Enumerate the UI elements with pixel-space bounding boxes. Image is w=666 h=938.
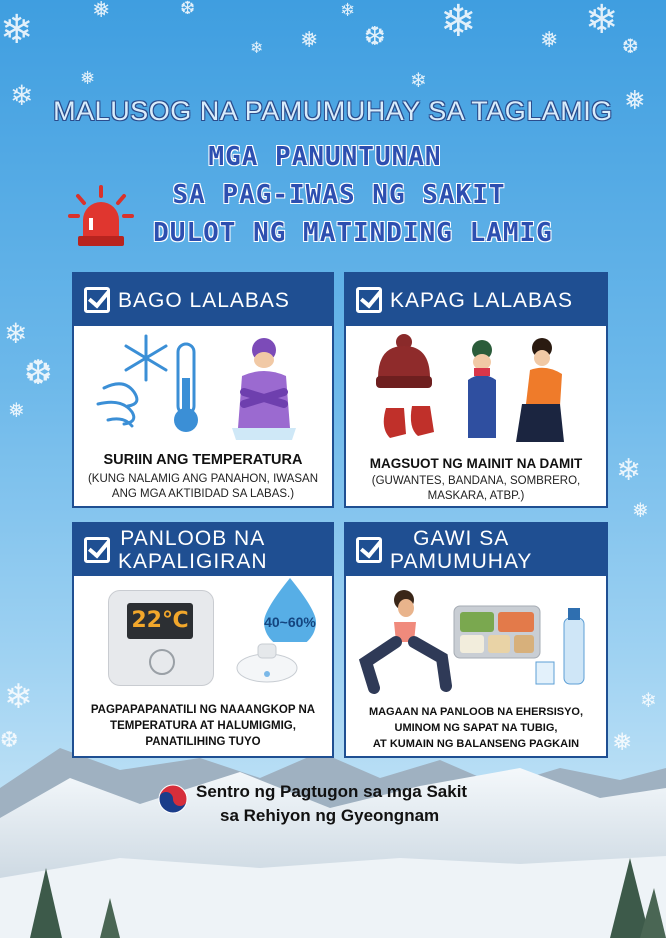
thermostat <box>108 590 214 686</box>
snowflake-icon: ❄ <box>4 677 33 717</box>
snowflake-icon: ❄ <box>250 38 264 57</box>
snowflake-icon: ❄ <box>4 317 28 350</box>
snowflake-icon: ❄ <box>616 453 642 488</box>
snowflake-icon: ❅ <box>612 728 633 756</box>
footer-organization <box>196 780 467 828</box>
snowflake-icon: ❅ <box>92 0 111 23</box>
thermostat-display: 22℃ <box>127 603 193 639</box>
card-header-line-2: PAMUMUHAY <box>390 550 533 573</box>
snowflake-icon: ❅ <box>632 498 649 522</box>
warm-clothing-illustration <box>346 328 606 452</box>
card-header-text: KAPAG LALABAS <box>390 288 574 312</box>
snowflake-icon: ❄ <box>410 68 427 92</box>
thermostat-dial-icon <box>149 649 175 675</box>
healthy-lifestyle-illustration <box>346 578 606 698</box>
card-when-going-out <box>344 272 608 508</box>
humidifier-icon <box>232 638 302 684</box>
card-header <box>74 274 332 326</box>
snowflake-icon: ❄ <box>640 688 657 712</box>
cold-temperature-illustration <box>74 328 332 440</box>
card-caption-line-2: TEMPERATURA AT HALUMIGMIG, <box>110 720 296 732</box>
checkbox-icon <box>84 537 110 563</box>
card-detail-line-1: (GUWANTES, BANDANA, SOMBRERO, <box>371 475 581 487</box>
snowflake-icon: ❆ <box>364 22 386 52</box>
checkbox-icon <box>84 287 110 313</box>
card-header <box>346 274 606 326</box>
card-indoor-environment <box>72 522 334 758</box>
checkbox-icon <box>356 287 382 313</box>
snowflake-icon: ❄ <box>340 0 356 21</box>
snowflake-icon: ❄ <box>10 79 34 112</box>
card-caption-line-3: PANATILIHING TUYO <box>145 736 261 748</box>
humidity-level: 40~60% <box>264 614 316 630</box>
snowflake-icon: ❆ <box>24 353 53 393</box>
subtitle-line-1: MGA PANUNTUNAN <box>208 142 442 172</box>
subtitle-line-3: DULOT NG MATINDING LAMIG <box>153 218 553 248</box>
snowflake-icon: ❆ <box>0 728 19 753</box>
card-header-line-1: GAWI SA <box>413 527 510 550</box>
checkbox-icon <box>356 537 382 563</box>
korea-taegeuk-logo <box>158 784 188 814</box>
footer-line-2: sa Rehiyon ng Gyeongnam <box>220 806 440 825</box>
snowflake-icon: ❆ <box>180 0 196 19</box>
card-caption-line-1: MAGAAN NA PANLOOB NA EHERSISYO, <box>368 706 584 718</box>
snowflake-icon: ❅ <box>8 398 25 422</box>
card-detail-line-2: ANG MGA AKTIBIDAD SA LABAS.) <box>111 488 295 500</box>
card-before-going-out <box>72 272 334 508</box>
card-caption-line-2: UMINOM NG SAPAT NA TUBIG, <box>394 722 558 734</box>
card-header-line-1: PANLOOB NA <box>120 527 266 550</box>
subtitle-line-2: SA PAG-IWAS NG SAKIT <box>172 180 506 210</box>
card-lifestyle-habits <box>344 522 608 758</box>
card-caption: MAGSUOT NG MAINIT NA DAMIT <box>369 456 583 471</box>
snowflake-icon: ❆ <box>622 34 639 58</box>
snowflake-icon: ❄ <box>0 7 34 53</box>
card-caption: SURIIN ANG TEMPERATURA <box>103 452 303 468</box>
card-detail-line-1: (KUNG NALAMIG ANG PANAHON, IWASAN <box>87 473 319 485</box>
card-header <box>346 524 606 576</box>
page-title: MALUSOG NA PAMUMUHAY SA TAGLAMIG <box>53 96 613 126</box>
card-header-line-2: KAPALIGIRAN <box>118 550 268 573</box>
snowflake-icon: ❅ <box>80 68 96 89</box>
card-caption-line-1: PAGPAPAPANATILI NG NAAANGKOP NA <box>90 704 316 716</box>
card-caption-line-3: AT KUMAIN NG BALANSENG PAGKAIN <box>372 738 580 750</box>
snowflake-icon: ❅ <box>540 28 559 53</box>
card-detail-line-2: MASKARA, ATBP.) <box>427 490 525 502</box>
snowflake-icon: ❅ <box>624 86 646 116</box>
card-header <box>74 524 332 576</box>
snowflake-icon: ❅ <box>300 28 319 53</box>
footer-line-1: Sentro ng Pagtugon sa mga Sakit <box>196 782 468 801</box>
snowflake-icon: ❄ <box>440 0 477 47</box>
snowflake-icon: ❄ <box>585 0 619 43</box>
humidity-drop-icon <box>250 578 330 642</box>
card-header-text: BAGO LALABAS <box>118 288 290 312</box>
